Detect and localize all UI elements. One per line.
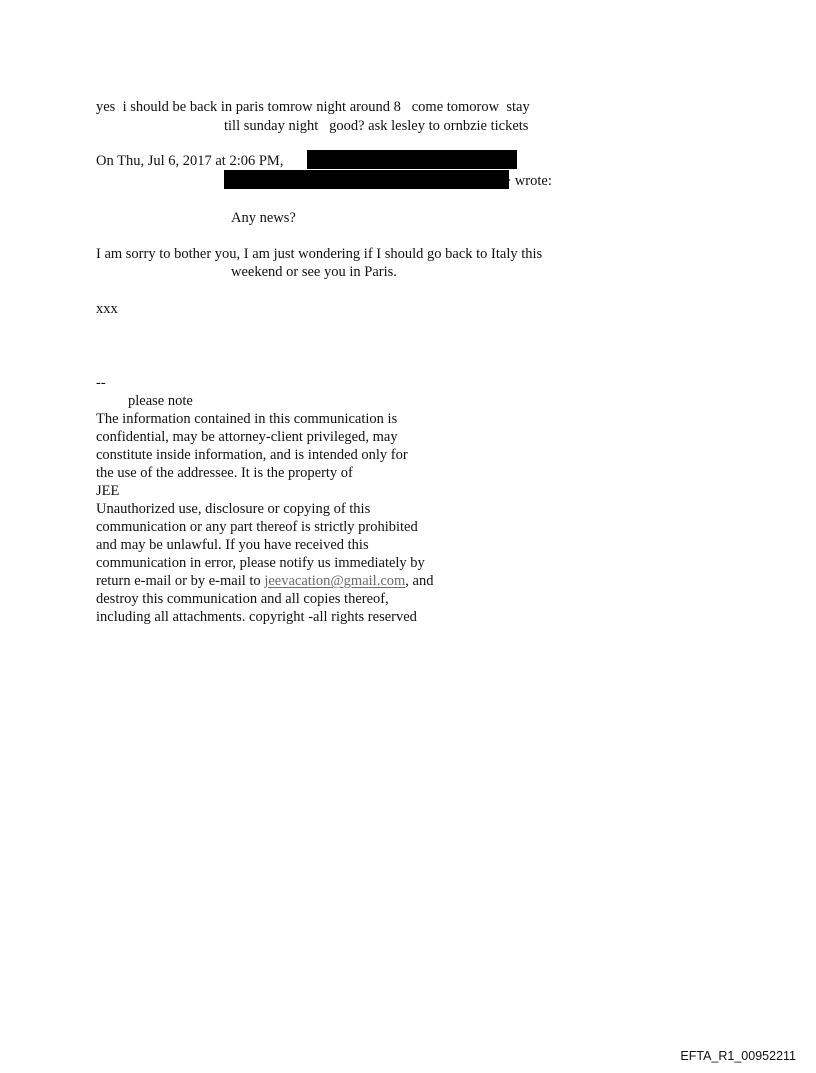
document-id-footer: EFTA_R1_00952211 [680, 1049, 796, 1063]
disclaimer-line: communication in error, please notify us immediately by [96, 555, 425, 571]
signature-separator: -- [96, 375, 106, 391]
email-link[interactable]: jeevacation@gmail.com [264, 573, 406, 589]
confidentiality-disclaimer [96, 410, 496, 626]
disclaimer-line: and may be unlawful. If you have received this [96, 537, 369, 553]
quote-header-prefix: On Thu, Jul 6, 2017 at 2:06 PM, [96, 153, 284, 169]
disclaimer-line: constitute inside information, and is intended only for [96, 447, 408, 463]
quoted-sorry-line-1: I am sorry to bother you, I am just wondering if I should go back to Italy this [96, 246, 543, 262]
quoted-sorry-line-2: weekend or see you in Paris. [231, 264, 397, 280]
disclaimer-line: communication or any part thereof is strictly prohibited [96, 519, 418, 535]
disclaimer-line: destroy this communication and all copies thereof, [96, 591, 389, 607]
disclaimer-line: JEE [96, 483, 120, 499]
disclaimer-return-prefix: return e-mail or by e-mail to [96, 573, 265, 589]
disclaimer-line: the use of the addressee. It is the property of [96, 465, 353, 481]
disclaimer-return-suffix: , and [405, 573, 434, 589]
quoted-sign-off: xxx [96, 301, 118, 317]
quote-header-suffix: > wrote: [503, 173, 552, 189]
disclaimer-return-line [96, 572, 496, 590]
quoted-any-news: Any news? [231, 210, 296, 226]
signature-please-note: please note [128, 393, 193, 409]
disclaimer-line: including all attachments. copyright -all rights reserved [96, 609, 417, 625]
disclaimer-line: Unauthorized use, disclosure or copying of this [96, 501, 371, 517]
redaction-box-sender-name [307, 150, 517, 169]
reply-line-2: till sunday night good? ask lesley to ornbzie tickets [224, 118, 529, 134]
reply-line-1: yes i should be back in paris tomrow night around 8 come tomorow stay [96, 99, 530, 115]
disclaimer-line: confidential, may be attorney-client privileged, may [96, 429, 398, 445]
redaction-box-sender-email [224, 170, 509, 189]
disclaimer-line: The information contained in this communication is [96, 411, 398, 427]
